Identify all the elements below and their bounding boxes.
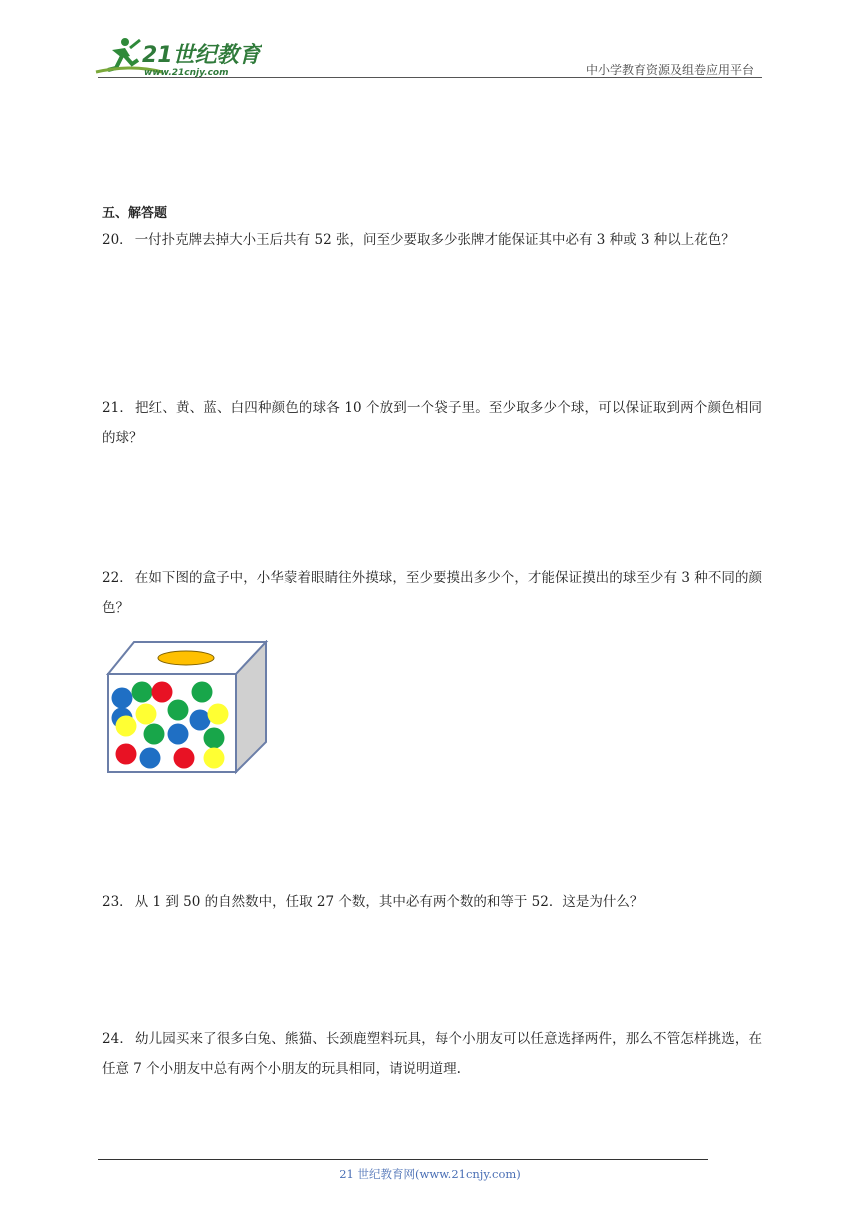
question-number: 21． bbox=[102, 400, 133, 416]
green-ball bbox=[144, 724, 165, 745]
question-number: 20． bbox=[102, 232, 133, 248]
question-text: 把红、黄、蓝、白四种颜色的球各 10 个放到一个袋子里。至少取多少个球，可以保证取到两个颜色相同的球？ bbox=[102, 400, 762, 446]
yellow-ball bbox=[208, 704, 229, 725]
logo-title: 21世纪教育 bbox=[142, 43, 261, 68]
platform-label: 中小学教育资源及组卷应用平台 bbox=[585, 63, 754, 77]
question-number: 22． bbox=[102, 570, 133, 586]
question-text: 一付扑克牌去掉大小王后共有 52 张，问至少要取多少张牌才能保证其中必有 3 种或 3 种以上花色？ bbox=[134, 232, 735, 248]
footer-link[interactable]: 21 世纪教育网(www.21cnjy.com) bbox=[339, 1167, 521, 1181]
red-ball bbox=[116, 744, 137, 765]
blue-ball bbox=[190, 710, 211, 731]
green-ball bbox=[132, 682, 153, 703]
green-ball bbox=[168, 700, 189, 721]
question-text: 幼儿园买来了很多白兔、熊猫、长颈鹿塑料玩具，每个小朋友可以任意选择两件，那么不管怎样挑选，在任意 7 个小朋友中总有两个小朋友的玩具相同，请说明道理. bbox=[102, 1031, 762, 1077]
blue-ball bbox=[168, 724, 189, 745]
ball-box-figure bbox=[104, 640, 269, 776]
site-logo bbox=[92, 34, 262, 78]
yellow-ball bbox=[116, 716, 137, 737]
blue-ball bbox=[112, 688, 133, 709]
blue-ball bbox=[140, 748, 161, 769]
question-21 bbox=[102, 393, 762, 453]
question-24 bbox=[102, 1024, 762, 1084]
question-number: 24． bbox=[102, 1031, 133, 1047]
section-title: 五、解答题 bbox=[102, 206, 168, 221]
yellow-ball bbox=[204, 748, 225, 769]
red-ball bbox=[152, 682, 173, 703]
logo-url: www.21cnjy.com bbox=[144, 68, 229, 78]
green-ball bbox=[192, 682, 213, 703]
box-opening bbox=[158, 651, 214, 665]
question-20 bbox=[102, 225, 762, 255]
question-22 bbox=[102, 563, 762, 623]
footer-divider bbox=[98, 1159, 708, 1160]
red-ball bbox=[174, 748, 195, 769]
green-ball bbox=[204, 728, 225, 749]
header-divider bbox=[98, 77, 762, 78]
question-text: 在如下图的盒子中，小华蒙着眼睛往外摸球，至少要摸出多少个，才能保证摸出的球至少有 3 种不同的颜色？ bbox=[102, 570, 762, 616]
question-text: 从 1 到 50 的自然数中，任取 27 个数，其中必有两个数的和等于 52．这是为什么？ bbox=[134, 894, 644, 910]
question-23 bbox=[102, 887, 762, 917]
yellow-ball bbox=[136, 704, 157, 725]
question-number: 23． bbox=[102, 894, 133, 910]
